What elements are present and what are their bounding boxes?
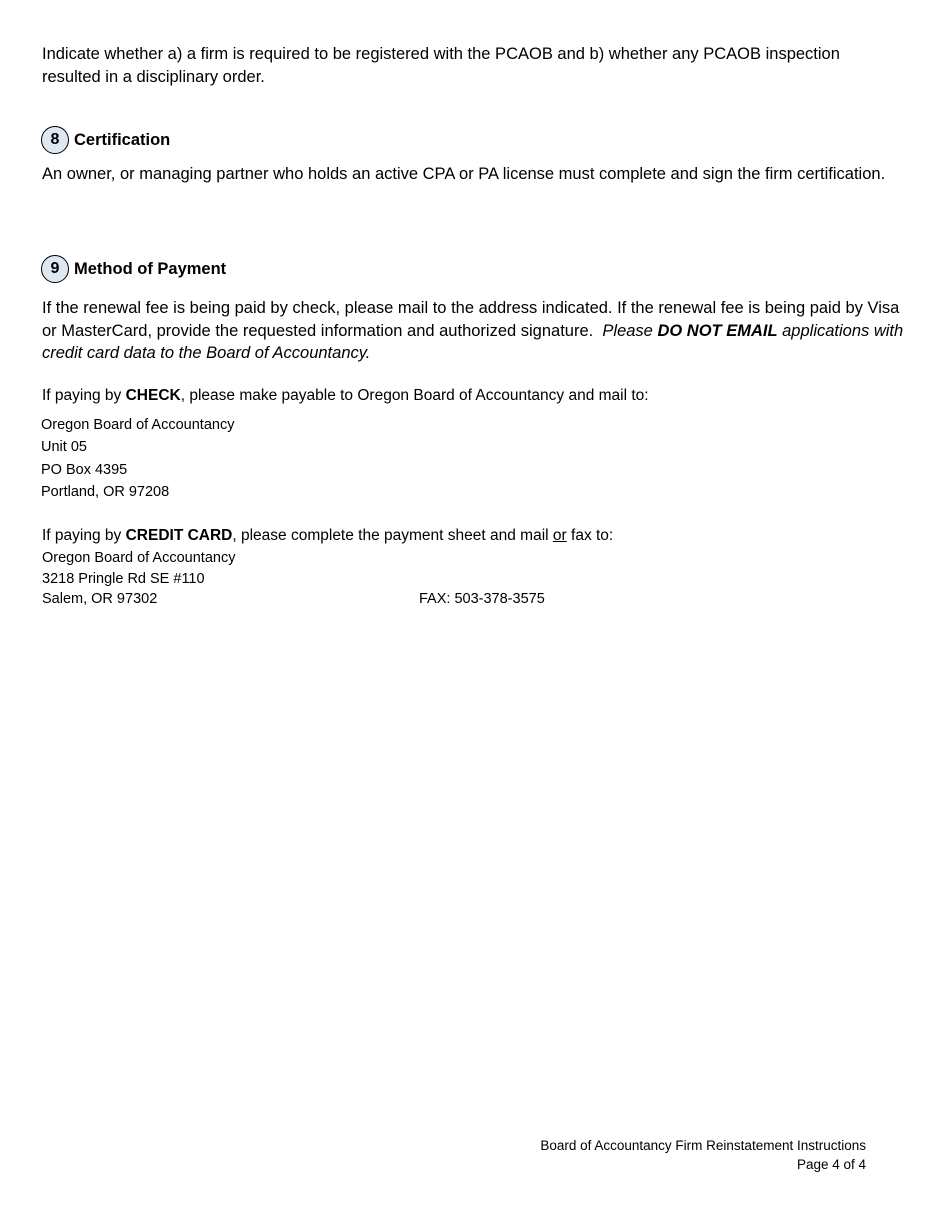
section-8-heading bbox=[41, 126, 170, 154]
email-warning-tail: applications with credit card data to the Board of Accountancy. bbox=[42, 321, 904, 362]
section-9-title: Method of Payment bbox=[74, 259, 227, 278]
check-instructions bbox=[42, 385, 649, 407]
section-9-heading bbox=[41, 255, 226, 283]
check-suffix: , please make payable to Oregon Board of Accountancy and mail to: bbox=[180, 387, 649, 404]
pcaob-paragraph: Indicate whether a) a firm is required to be registered with the PCAOB and b) whether any PCAOB inspection resulted in a disciplinary order. bbox=[42, 45, 840, 86]
credit-card-mailing-address bbox=[42, 548, 235, 610]
credit-prefix: If paying by bbox=[42, 527, 122, 544]
credit-mid: , please complete the payment sheet and mail bbox=[232, 527, 549, 544]
credit-keyword: CREDIT CARD bbox=[125, 527, 233, 544]
address-line: 3218 Pringle Rd SE #110 bbox=[42, 570, 205, 587]
check-prefix: If paying by bbox=[42, 387, 122, 404]
section-9-number-badge: 9 bbox=[41, 255, 69, 283]
credit-card-instructions bbox=[42, 525, 613, 547]
address-line: Portland, OR 97208 bbox=[41, 483, 170, 500]
credit-or: or bbox=[552, 527, 567, 544]
page-number: Page 4 of 4 bbox=[796, 1157, 866, 1172]
check-keyword: CHECK bbox=[125, 387, 181, 404]
address-line: PO Box 4395 bbox=[41, 461, 128, 478]
address-line: Oregon Board of Accountancy bbox=[41, 417, 235, 433]
fax-number: FAX: 503-378-3575 bbox=[419, 591, 545, 607]
section-8-body: An owner, or managing partner who holds an active CPA or PA license must complete and sign the firm certification. bbox=[42, 165, 886, 183]
page-footer bbox=[540, 1136, 866, 1174]
address-line: Salem, OR 97302 bbox=[42, 591, 158, 607]
section-8-number-badge: 8 bbox=[41, 126, 69, 154]
credit-suffix: fax to: bbox=[571, 527, 614, 544]
section-8-title: Certification bbox=[74, 130, 171, 149]
footer-title: Board of Accountancy Firm Reinstatement Instructions bbox=[540, 1138, 866, 1153]
section-9-body bbox=[42, 297, 912, 365]
payment-instructions-text: If the renewal fee is being paid by check, please mail to the address indicated. If the renewal fee is being paid by Visa or MasterCard, provide the requested information and authorized signature. bbox=[42, 299, 900, 340]
address-line: Unit 05 bbox=[41, 439, 87, 456]
address-line: Oregon Board of Accountancy bbox=[42, 550, 236, 566]
please-text: Please bbox=[602, 321, 653, 340]
check-mailing-address bbox=[41, 414, 234, 503]
do-not-email-warning: DO NOT EMAIL bbox=[657, 321, 778, 340]
